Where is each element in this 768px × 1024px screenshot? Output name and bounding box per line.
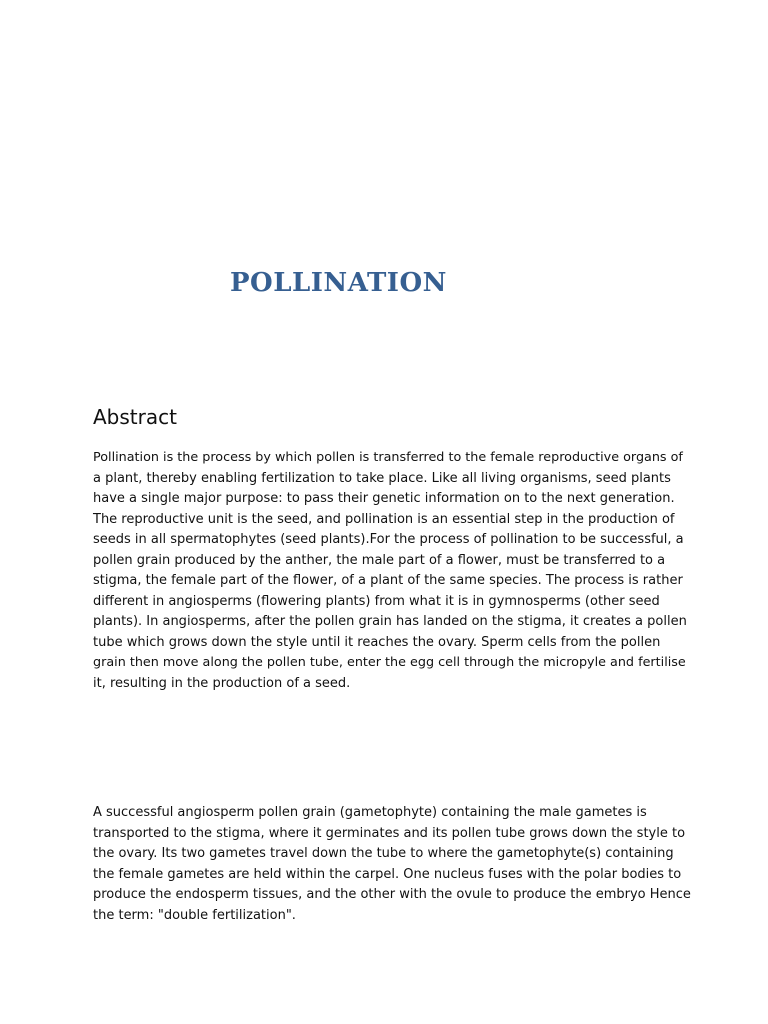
text-line: produce the endosperm tissues, and the other with the ovule to produce the embryo Hence (93, 887, 691, 902)
text-line: pollen grain produced by the anther, the male part of a flower, must be transferred to a (93, 552, 666, 568)
text-line: grain then move along the pollen tube, enter the egg cell through the micropyle and fertilise (93, 655, 686, 670)
text-line: the female gametes are held within the carpel. One nucleus fuses with the polar bodies to (93, 866, 682, 882)
text-line: seeds in all spermatophytes (seed plants).For the process of pollination to be successful, a (93, 532, 684, 547)
abstract-heading: Abstract (93, 405, 177, 429)
text-line: different in angiosperms (flowering plants) from what it is in gymnosperms (other seed (93, 593, 660, 609)
document-title: POLLINATION (230, 268, 447, 298)
fertilization-paragraph (93, 803, 693, 926)
text-line: The reproductive unit is the seed, and pollination is an essential step in the production of (93, 511, 675, 527)
text-line: A successful angiosperm pollen grain (gametophyte) containing the male gametes is (93, 805, 647, 820)
text-line: the term: "double fertilization". (93, 907, 296, 923)
text-line: the ovary. Its two gametes travel down the tube to where the gametophyte(s) containing (93, 846, 674, 861)
text-line: Pollination is the process by which pollen is transferred to the female reproductive organs of (93, 450, 683, 465)
text-line: stigma, the female part of the flower, of a plant of the same species. The process is rather (93, 573, 683, 588)
text-line: transported to the stigma, where it germinates and its pollen tube grows down the style to (93, 825, 686, 841)
text-line: tube which grows down the style until it reaches the ovary. Sperm cells from the pollen (93, 634, 661, 650)
text-line: a plant, thereby enabling fertilization to take place. Like all living organisms, seed plants (93, 470, 671, 486)
abstract-paragraph (93, 448, 693, 694)
text-line: plants). In angiosperms, after the pollen grain has landed on the stigma, it creates a pollen (93, 614, 687, 629)
text-line: have a single major purpose: to pass their genetic information on to the next generation. (93, 491, 675, 506)
text-line: it, resulting in the production of a seed. (93, 675, 351, 691)
